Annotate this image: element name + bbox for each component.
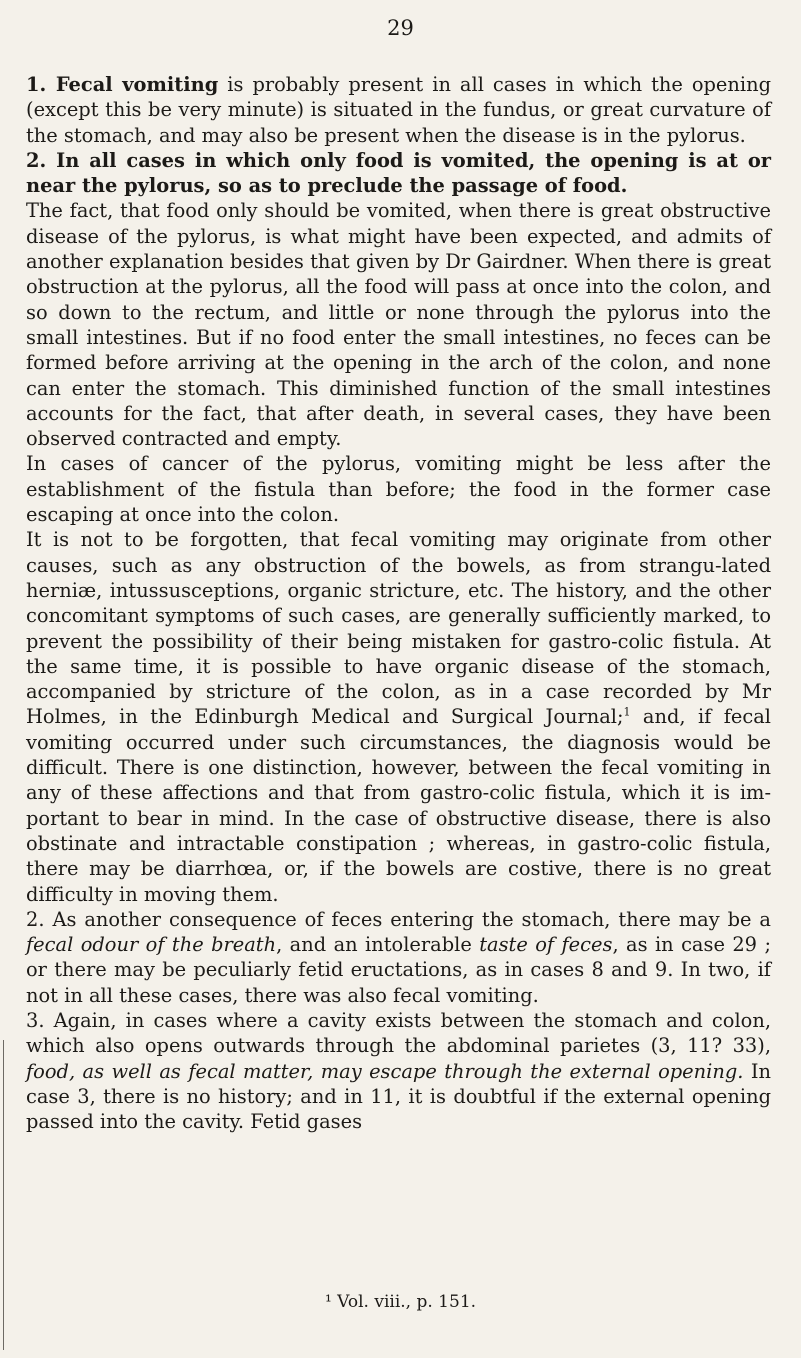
text-run: The fact, that food only should be vomited, when there is great obstructive disease of the pylorus, is what might have been expected, and admits of another explanation besides that given by Dr Gairdner. When there is great obstruction at the pylorus, all the food will pass at once into the colon, and so down to the rectum, and little or none through the pylorus into the small intestines. But if no food enter the small intestines, no feces can be formed before arriving at the opening in the arch of the colon, and none can enter the stomach. This diminished function of the small intestines accounts for the fact, that after death, in several cases, they have been observed contracted and empty.	[26, 199, 771, 451]
text-run: In cases of cancer of the pylorus, vomiting might be less after the establishment of the fistula than before; the food in the former case escaping at once into the colon.	[26, 452, 771, 527]
paragraph	[26, 451, 771, 527]
text-run: 2. As another consequence of feces entering the stomach, there may be a	[26, 907, 771, 931]
footnote-marker: 1	[623, 705, 631, 719]
text-run: In case 3, there is no history; and in 11, it is doubtful if the external opening passed into the cavity. Fetid gases	[26, 1059, 771, 1134]
footnote: ¹ Vol. viii., p. 151.	[324, 1292, 477, 1312]
text-run: It is not to be forgotten, that fecal vomiting may originate from other causes, such as any obstruction of the bowels, as from strangu-lated herniæ, intussusceptions, organic stricture, etc. The history, and the other concomitant symptoms of such cases, are generally sufficiently marked, to prevent the possibility of their being mistaken for gastro-colic fistula. At the same time, it is possible to have organic disease of the stomach, accompanied by stricture of the colon, as in a case recorded by Mr Holmes, in the Edinburgh Medical and Surgical Journal;	[26, 528, 771, 729]
text-run: is probably present in all cases in which the opening (except this be very minute) is situated in the fundus, or great curvature of the stomach, and may also be present when the disease is in the pylorus.	[26, 73, 771, 147]
text-run: fecal odour of the breath	[26, 933, 277, 957]
paragraph	[26, 1008, 771, 1134]
text-run: 3. Again, in cases where a cavity exists between the stomach and colon, which also opens outwards through the abdominal parietes (3, 11? 33),	[26, 1008, 771, 1058]
paragraph	[26, 148, 771, 199]
text-run: taste of feces	[479, 933, 613, 957]
text-run: and, if fecal vomiting occurred under such circumstances, the diagnosis would be difficult. There is one distinction, however, between the fecal vomiting in any of these affections and that from gastro-colic fistula, which it is im-portant to bear in mind. In the case of obstructive disease, there is also obstinate and intractable constipation ; whereas, in gastro-colic fistula, there may be diarrhœa, or, if the bowels are costive, there is no great difficulty in moving them.	[26, 705, 771, 906]
text-run: , as in case 29 ; or there may be peculiarly fetid eructations, as in cases 8 and 9. In two, if not in all these cases, there was also fecal vomiting.	[26, 933, 771, 1007]
paragraph	[26, 198, 771, 451]
text-run: , and an intolerable	[276, 933, 480, 957]
text-run: food, as well as fecal matter, may escape through the external opening.	[26, 1059, 744, 1083]
paragraph	[26, 907, 771, 1008]
paragraph	[26, 527, 771, 906]
text-run: 1. Fecal vomiting	[26, 73, 219, 96]
text-run: 2. In all cases in which only food is vomited, the opening is at or near the pylorus, so as to preclude the passage of food.	[26, 148, 771, 198]
paragraph	[26, 72, 771, 148]
page-number: 29	[387, 16, 414, 40]
body-text	[26, 72, 771, 1134]
